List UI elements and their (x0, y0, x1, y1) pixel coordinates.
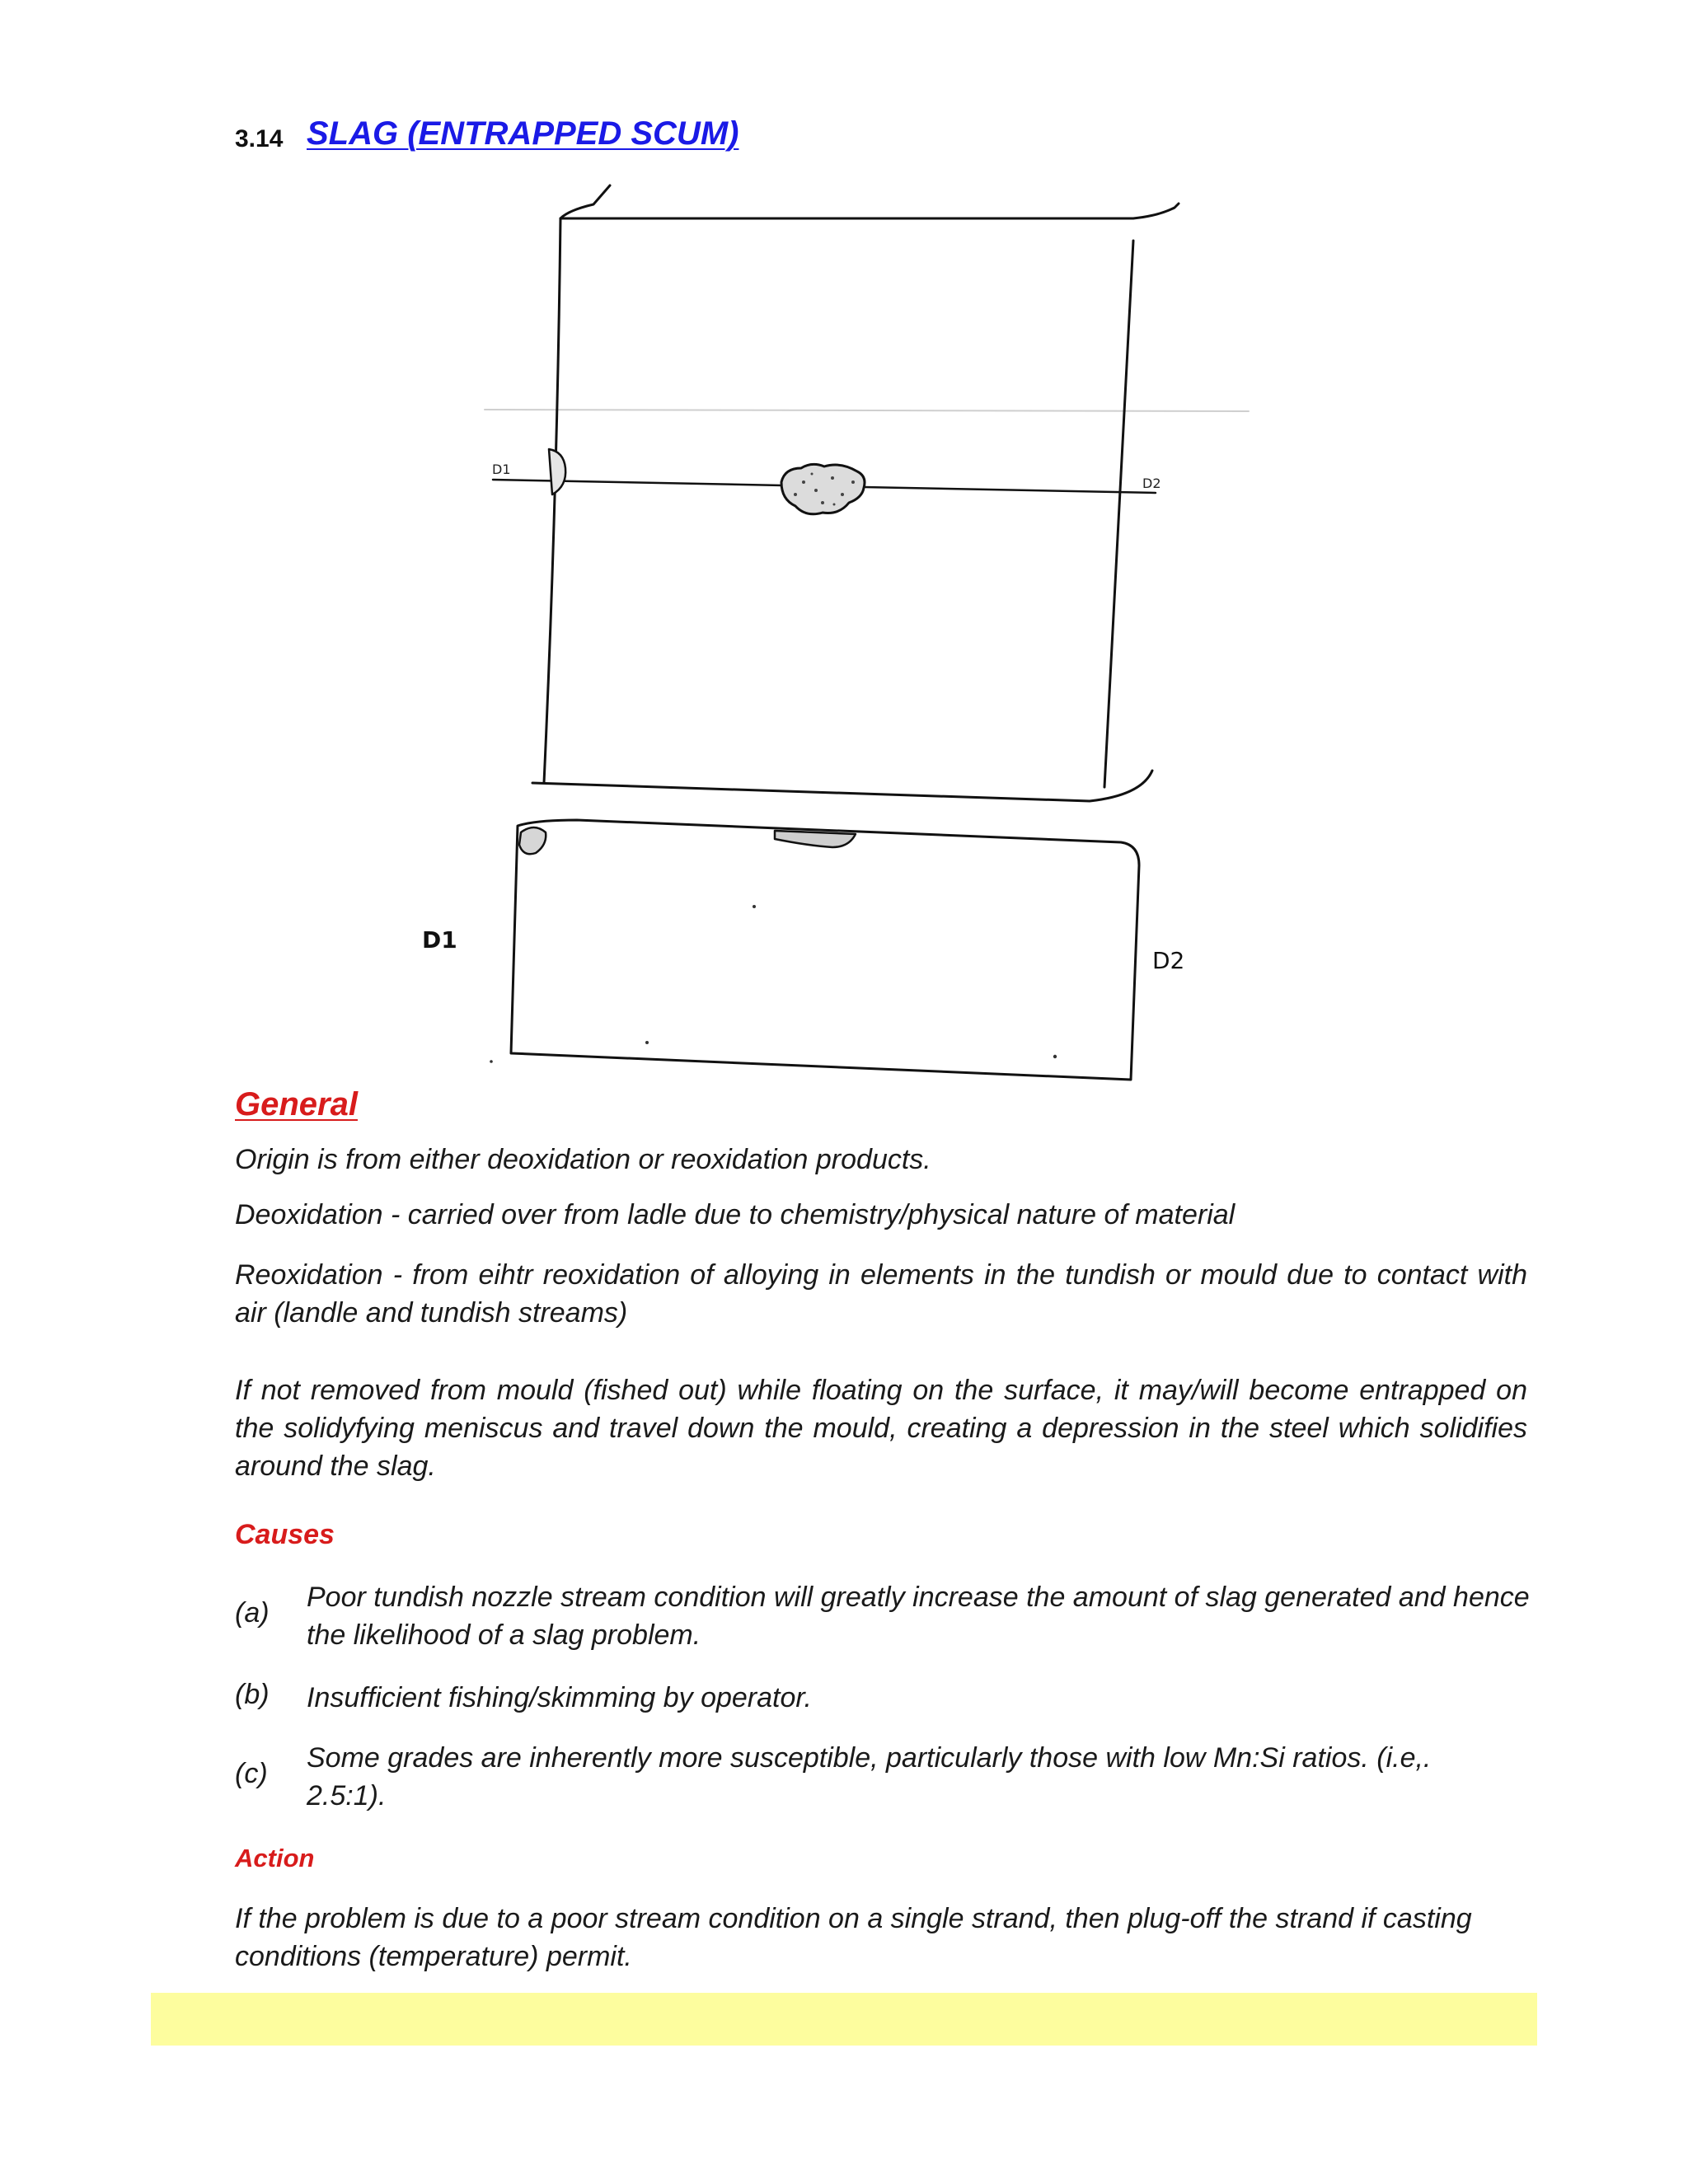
causes-heading: Causes (235, 1519, 335, 1550)
billet-left-edge (544, 218, 560, 783)
general-paragraph: Origin is from either deoxidation or reoxidation products. (235, 1144, 931, 1175)
cause-text: Insufficient fishing/skimming by operator. (307, 1682, 812, 1713)
action-heading: Action (235, 1844, 315, 1872)
label-d2-section: D2 (1152, 947, 1185, 974)
section-number: 3.14 (235, 125, 284, 152)
action-paragraph: If the problem is due to a poor stream condition on a single strand, then plug-off the strand if casting conditions (temperature) permit. (235, 1903, 1472, 1972)
cause-marker: (b) (235, 1679, 270, 1710)
general-paragraph: If not removed from mould (fished out) while floating on the surface, it may/will become entrapped on the solidyfying meniscus and travel down the mould, creating a depression in the steel which solidifies around the slag. (235, 1375, 1527, 1482)
slag-inclusion-icon (781, 464, 865, 513)
billet-top-edge (560, 204, 1179, 218)
section-slag-left (519, 827, 546, 854)
label-d1-section: D1 (422, 926, 457, 954)
page-title: SLAG (ENTRAPPED SCUM) (307, 115, 739, 152)
general-heading: General (235, 1086, 358, 1122)
edge-slag-inclusion (549, 449, 565, 494)
section-slag-top (775, 831, 856, 847)
scan-line (485, 410, 1249, 411)
cause-marker: (a) (235, 1597, 270, 1629)
cause-marker: (c) (235, 1758, 268, 1789)
billet-bottom-edge (532, 771, 1152, 801)
billet-right-edge (1104, 241, 1133, 787)
cross-section-outline (511, 820, 1139, 1080)
general-paragraph: Reoxidation - from eihtr reoxidation of alloying in elements in the tundish or mould due to contact with air (landle and tundish streams) (235, 1259, 1527, 1329)
slag-diagram (396, 173, 1269, 1096)
label-d2-top: D2 (1142, 476, 1161, 491)
general-paragraph: Deoxidation - carried over from ladle due to chemistry/physical nature of material (235, 1199, 1236, 1230)
cause-text: Poor tundish nozzle stream condition will greatly increase the amount of slag generated and hence the likelihood of a slag problem. (307, 1582, 1530, 1651)
highlight-band (151, 1993, 1537, 2046)
cause-text: Some grades are inherently more susceptible, particularly those with low Mn:Si ratios. (i.e,. 2.5:1). (307, 1742, 1432, 1811)
label-d1-top: D1 (492, 462, 511, 477)
billet-top-left-edge (560, 185, 610, 218)
